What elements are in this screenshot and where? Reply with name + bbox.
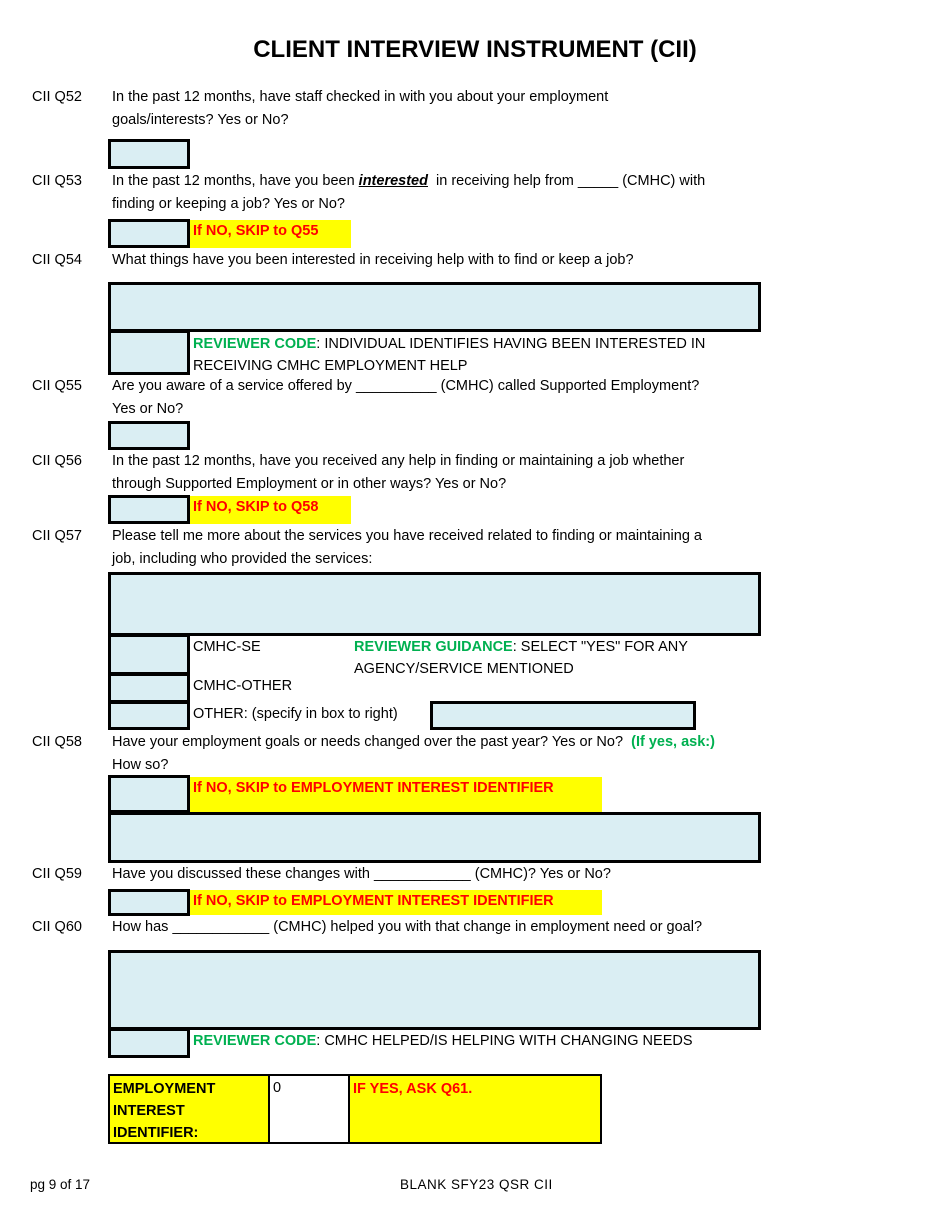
employment-interest-identifier [108,1074,602,1144]
question-text-line: Are you aware of a service offered by __________ (CMHC) called Supported Employment? [112,378,700,394]
question-text-line: In the past 12 months, have staff checked in with you about your employment [112,89,609,105]
question-id-q53: CII Q53 [32,173,82,189]
question-text-line [112,731,772,754]
question-id-q55: CII Q55 [32,378,82,394]
question-text-line: In the past 12 months, have you received any help in finding or maintaining a job whether [112,453,685,469]
q55-answer-field[interactable] [108,421,190,450]
conditional-prompt: (If yes, ask:) [631,734,715,750]
identifier-instruction: IF YES, ASK Q61. [353,1081,473,1097]
reviewer-guidance-text: : SELECT "YES" FOR ANY [512,639,688,655]
reviewer-code-line [193,333,753,355]
question-text-part: Have your employment goals or needs changed over the past year? Yes or No? [112,734,624,750]
q54-response-box[interactable] [108,282,761,332]
skip-instruction-q56: If NO, SKIP to Q58 [190,496,351,524]
option-label-cmhc-other: CMHC-OTHER [193,678,293,694]
identifier-label-line: INTEREST IDENTIFIER: [113,1103,199,1141]
question-text-part: In the past 12 months, have you been [112,173,359,189]
skip-instruction-q59: If NO, SKIP to EMPLOYMENT INTEREST IDENTIFIER [190,890,602,915]
q57-cmhc-se-field[interactable] [108,634,190,675]
question-text-line: How so? [112,757,169,773]
reviewer-guidance-line: AGENCY/SERVICE MENTIONED [354,661,574,677]
question-text-part: in receiving help from _____ (CMHC) with [427,173,706,189]
question-id-q57: CII Q57 [32,528,82,544]
question-text-line: job, including who provided the services: [112,551,373,567]
reviewer-code-text: : INDIVIDUAL IDENTIFIES HAVING BEEN INTERESTED IN [316,336,706,352]
question-text-q56 [112,450,762,496]
question-text-line: through Supported Employment or in other ways? Yes or No? [112,476,507,492]
q57-cmhc-other-field[interactable] [108,673,190,703]
q53-answer-field[interactable] [108,219,190,248]
page-title: CLIENT INTERVIEW INSTRUMENT (CII) [253,36,697,63]
identifier-label [110,1076,270,1142]
question-id-q54: CII Q54 [32,252,82,268]
question-id-q59: CII Q59 [32,866,82,882]
q57-response-box[interactable] [108,572,761,636]
identifier-value-field[interactable]: 0 [270,1076,350,1142]
question-text-q52 [112,86,762,132]
q57-other-specify-input[interactable] [430,701,696,730]
question-id-q56: CII Q56 [32,453,82,469]
reviewer-code-q60 [193,1030,693,1052]
q54-code-field[interactable] [108,330,190,375]
emphasis-word: interested [358,173,428,189]
reviewer-code-text: : CMHC HELPED/IS HELPING WITH CHANGING NEEDS [316,1033,693,1049]
question-text-line [112,170,762,193]
q60-response-box[interactable] [108,950,761,1030]
question-text-q58 [112,731,772,777]
reviewer-code-q54 [193,333,753,377]
question-text-q54: What things have you been interested in receiving help with to find or keep a job? [112,252,634,268]
identifier-label-line: EMPLOYMENT [113,1081,216,1097]
skip-instruction-q53: If NO, SKIP to Q55 [190,220,351,248]
question-id-q52: CII Q52 [32,89,82,105]
reviewer-code-line: RECEIVING CMHC EMPLOYMENT HELP [193,358,468,374]
q60-code-field[interactable] [108,1028,190,1058]
q59-answer-field[interactable] [108,889,190,916]
question-text-line: finding or keeping a job? Yes or No? [112,196,345,212]
q57-other-field[interactable] [108,701,190,730]
question-text-q57 [112,525,762,571]
document-footer: BLANK SFY23 QSR CII [400,1177,553,1192]
page-number: pg 9 of 17 [30,1177,91,1192]
question-id-q58: CII Q58 [32,734,82,750]
option-label-other: OTHER: (specify in box to right) [193,706,398,722]
q56-answer-field[interactable] [108,495,190,524]
question-text-q55 [112,375,762,421]
q58-answer-field[interactable] [108,775,190,813]
question-id-q60: CII Q60 [32,919,82,935]
reviewer-code-label: REVIEWER CODE [193,336,317,352]
reviewer-guidance-q57 [354,636,754,680]
question-text-line: Yes or No? [112,401,184,417]
option-label-cmhc-se: CMHC-SE [193,639,261,655]
question-text-q60: How has ____________ (CMHC) helped you with that change in employment need or goal? [112,919,703,935]
reviewer-guidance-line [354,636,754,658]
q58-response-box[interactable] [108,812,761,863]
question-text-line: Please tell me more about the services you have received related to finding or maintaining a [112,528,702,544]
question-text-q53 [112,170,762,216]
reviewer-code-label: REVIEWER CODE [193,1033,317,1049]
skip-instruction-q58: If NO, SKIP to EMPLOYMENT INTEREST IDENTIFIER [190,777,602,812]
q52-answer-field[interactable] [108,139,190,169]
question-text-q59: Have you discussed these changes with ____________ (CMHC)? Yes or No? [112,866,611,882]
reviewer-guidance-label: REVIEWER GUIDANCE [354,639,513,655]
question-text-line: goals/interests? Yes or No? [112,112,289,128]
